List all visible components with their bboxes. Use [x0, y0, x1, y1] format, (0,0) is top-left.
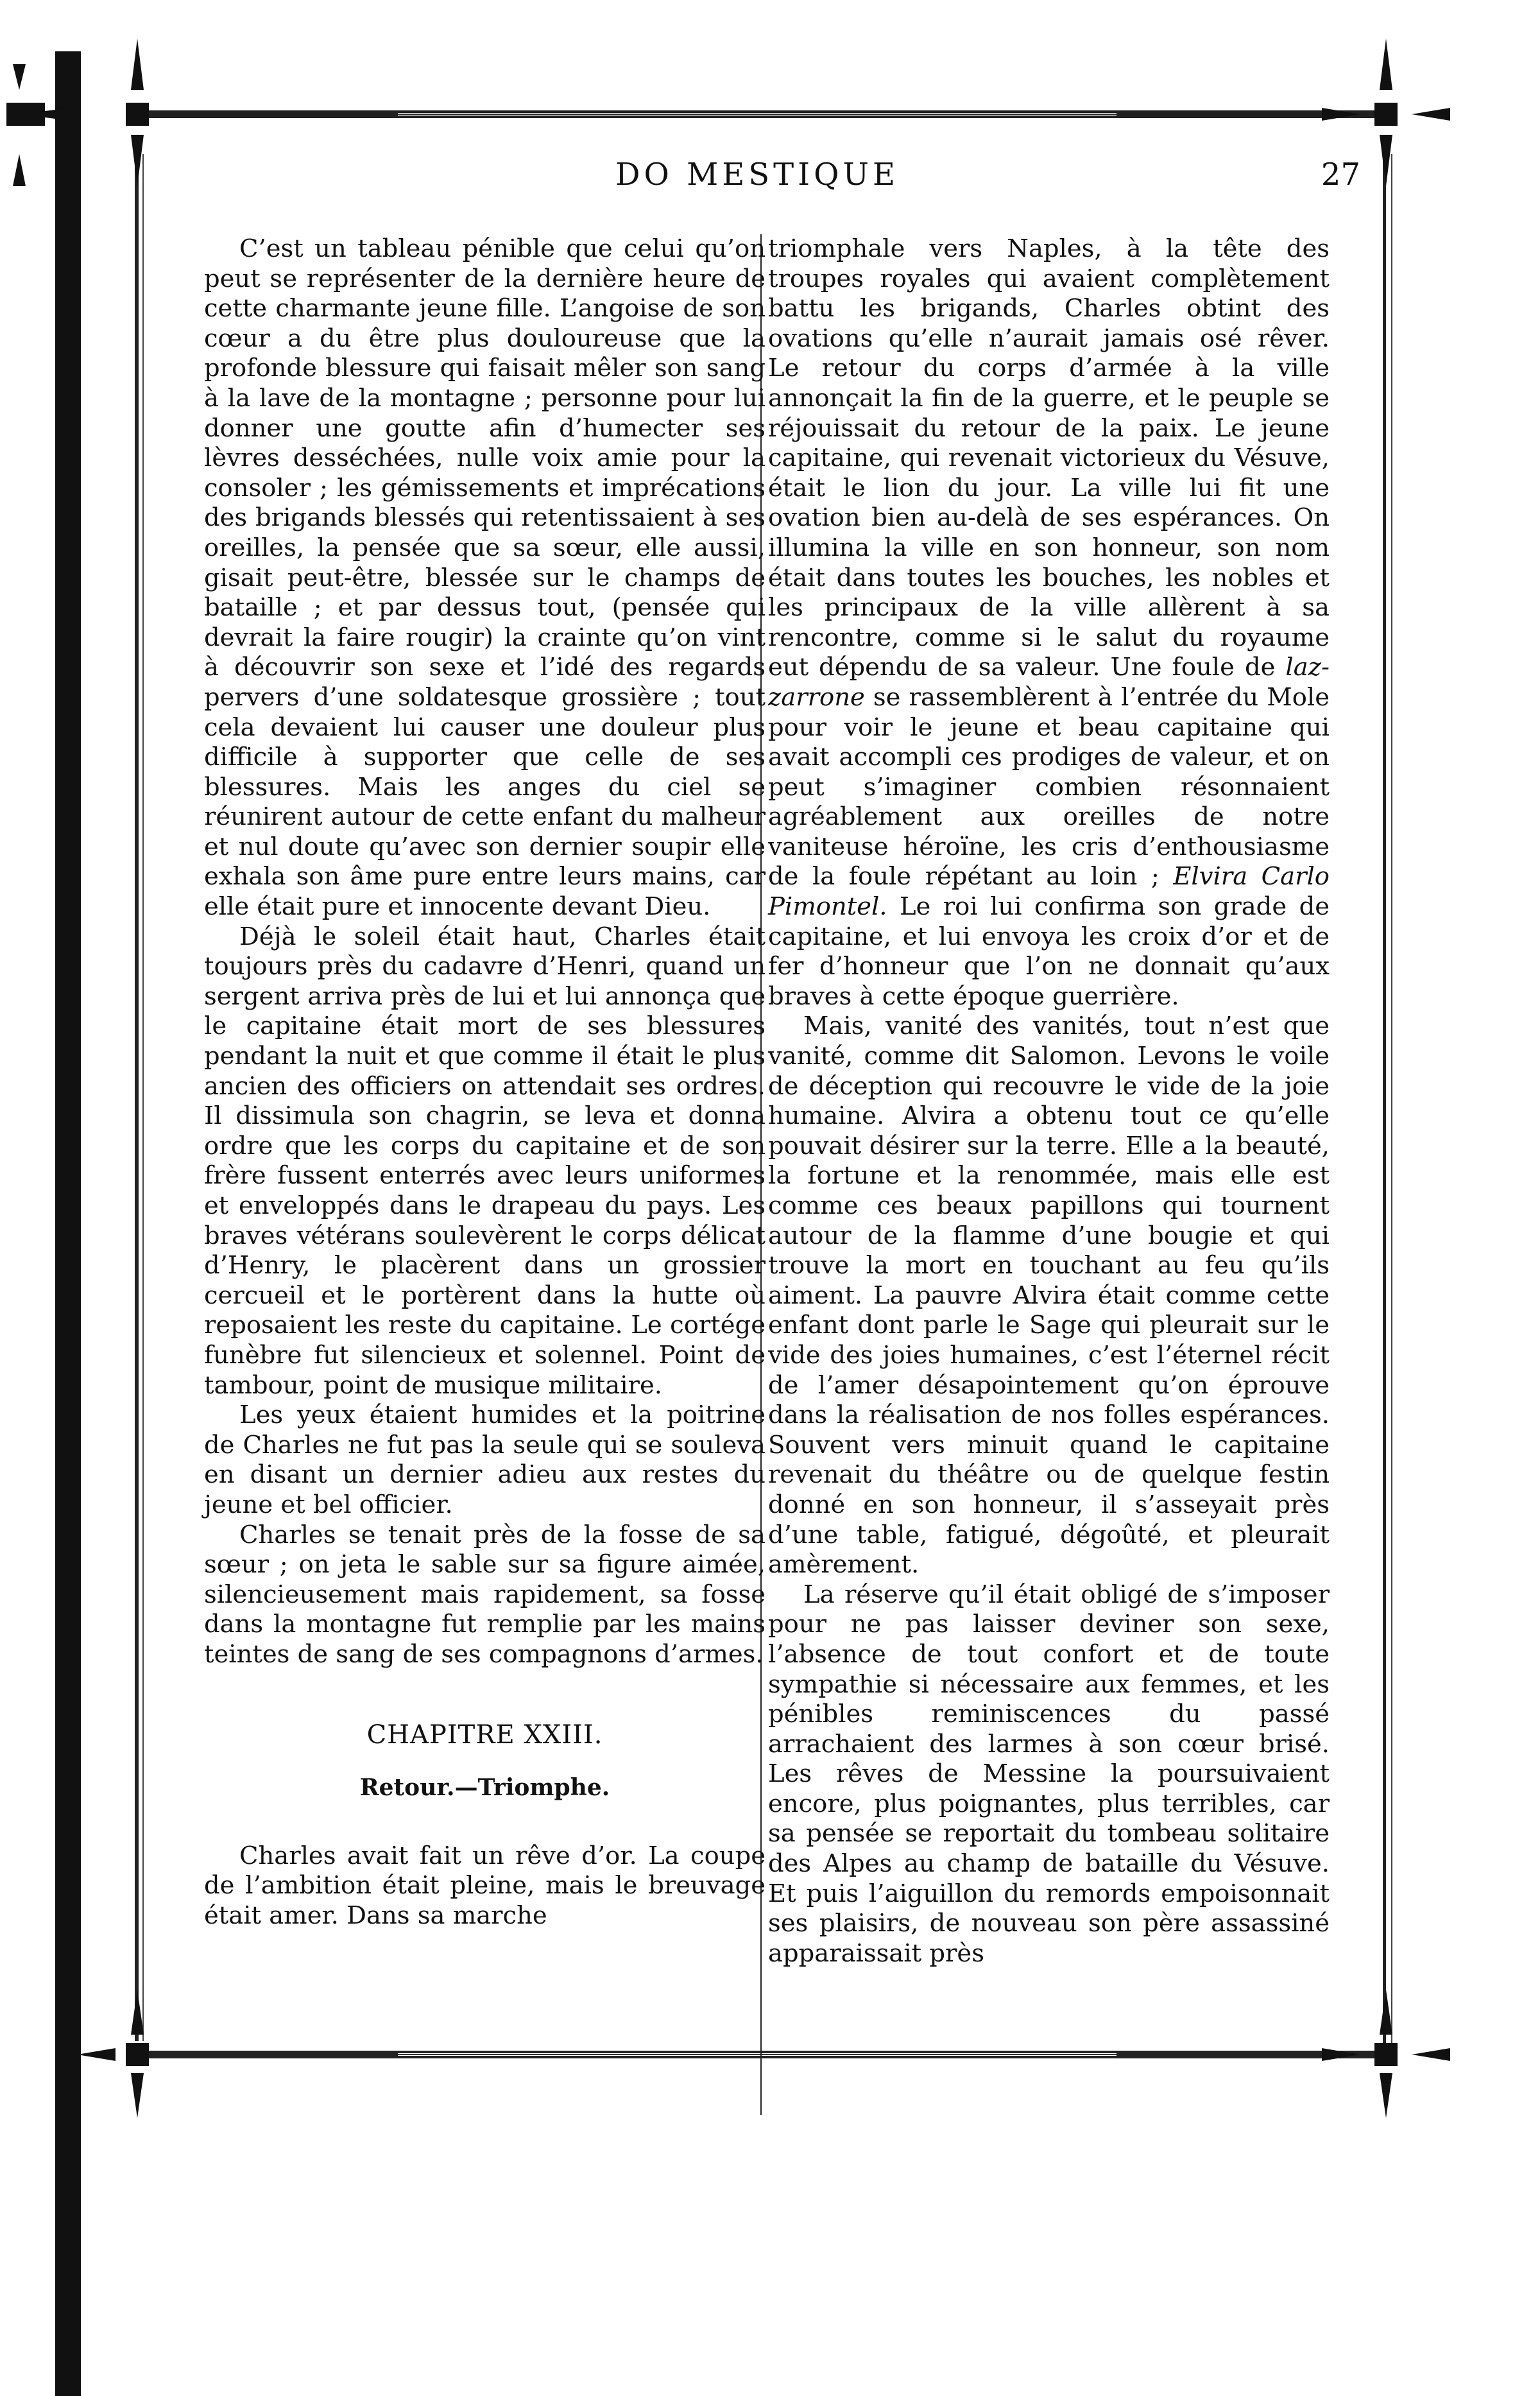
left-column [204, 234, 766, 1931]
paragraph: Mais, vanité des vanités, tout n’est que vanité, comme dit Salomon. Levons le voile de déception qui recouvre le vide de la joie humaine. Alvira a obtenu tout ce qu’elle pouvait désirer sur la terre. Elle a la beauté, la fortune et la renommée, mais elle est comme ces beaux papillons qui tournent autour de la flamme d’une bougie et qui trouve la mort en touchant au feu qu’ils aiment. La pauvre Alvira était comme cette enfant dont parle le Sage qui pleurait sur le vide des joies humaines, c’est l’éternel récit de l’amer désapointement qu’on éprouve dans la réalisation de nos folles espérances. Souvent vers minuit quand le capitaine revenait du théâtre ou de quelque festin donné en son honneur, il s’asseyait près d’une table, fatigué, dégoûté, et pleurait amèrement. [768, 1012, 1330, 1580]
left-hairline-rule [142, 154, 144, 2041]
right-hairline-rule [1391, 154, 1392, 2047]
italic-run: Elvira Carlo Pimontel. [768, 862, 1330, 922]
running-head: DO MESTIQUE [615, 157, 899, 193]
chapter-title: CHAPITRE XXIII. [366, 1719, 603, 1750]
paragraph: Déjà le soleil était haut, Charles était toujours près du cadavre d’Henri, quand un sergent arriva près de lui et lui annonça que le capitaine était mort de ses blessures pendant la nuit et que comme il était le plus ancien des officiers on attendait ses ordres. Il dissimula son chagrin, se leva et donna ordre que les corps du capitaine et de son frère fussent enterrés avec leurs uniformes et enveloppés dans le drapeau du pays. Les braves vétérans soulevèrent le corps délicat d’Henry, le placèrent dans un grossier cercueil et le portèrent dans la hutte où reposaient les reste du capitaine. Le cortége funèbre fut silencieux et solennel. Point de tambour, point de musique militaire. [204, 922, 766, 1400]
left-thick-rule [55, 51, 81, 2396]
page-header [154, 157, 1360, 208]
paragraph: Les yeux étaient humides et la poitrine de Charles ne fut pas la seule qui se souleva en disant un dernier adieu aux restes du jeune et bel officier. [204, 1401, 766, 1519]
text-run: se rassemblèrent à l’entrée du Mole pour voir le jeune et beau capitaine qui avait accompli ces prodiges de valeur, et on peut s’imaginer combien résonnaient agréablement aux oreilles de notre vaniteuse héroïne, les cris d’enthousiasme de la foule répétant au loin ; [768, 682, 1330, 892]
paragraph: La réserve qu’il était obligé de s’imposer pour ne pas laisser deviner son sexe, l’absence de tout confort et de toute sympathie si nécessaire aux femmes, et les pénibles reminiscences du passé arrachaient des larmes à son cœur brisé. Les rêves de Messine la poursuivaient encore, plus poignantes, plus terribles, car sa pensée se reportait du tombeau solitaire des Alpes au champ de bataille du Vésuve. Et puis l’aiguillon du remords empoisonnait ses plaisirs, de nouveau son père assassiné apparaissait près [768, 1580, 1330, 1968]
right-thin-rule [1383, 154, 1386, 2047]
paragraph: Charles avait fait un rêve d’or. La coupe de l’ambition était pleine, mais le breuvage était amer. Dans sa marche [204, 1841, 766, 1930]
right-column [768, 234, 1330, 1969]
italic-run: lazzarrone [768, 653, 1330, 712]
left-thin-rule [135, 154, 139, 2041]
corner-ornament-bottom-right [1322, 1990, 1450, 2118]
paragraph [768, 234, 1330, 1012]
page-number: 27 [1321, 157, 1360, 193]
text-run: Le roi lui confirma son grade de capitaine, et lui envoya les croix d’or et de fer d’honneur que l’on ne donnait qu’aux braves à cette époque guerrière. [768, 892, 1330, 1011]
text-run: triomphale vers Naples, à la tête des troupes royales qui avaient complètement battu les brigands, Charles obtint des ovations qu’elle n’aurait jamais osé rêver. Le retour du corps d’armée à la ville annonçait la fin de la guerre, et le peuple se réjouissait du retour de la paix. Le jeune capitaine, qui revenait victorieux du Vésuve, était le lion du jour. La ville lui fit une ovation bien au-delà de ses espérances. On illumina la ville en son honneur, son nom était dans toutes les bouches, les nobles et les principaux de la ville allèrent à sa rencontre, comme si le salut du royaume eut dépendu de sa valeur. Une foule de [768, 234, 1330, 682]
corner-ornament-bottom-left [77, 1990, 149, 2118]
paragraph: Charles se tenait près de la fosse de sa sœur ; on jeta le sable sur sa figure aimée, silencieusement mais rapidement, sa fosse dans la montagne fut remplie par les mains teintes de sang de ses compagnons d’armes. [204, 1520, 766, 1669]
chapter-subtitle: Retour.—Triomphe. [359, 1774, 610, 1802]
paragraph: C’est un tableau pénible que celui qu’on peut se représenter de la dernière heure de cette charmante jeune fille. L’angoise de son cœur a du être plus douloureuse que la profonde blessure qui faisait mêler son sang à la lave de la montagne ; personne pour lui donner une goutte afin d’humecter ses lèvres desséchées, nulle voix amie pour la consoler ; les gémissements et imprécations des brigands blessés qui retentissaient à ses oreilles, la pensée que sa sœur, elle aussi, gisait peut-être, blessée sur le champs de bataille ; et par dessus tout, (pensée qui devrait la faire rougir) la crainte qu’on vint à découvrir son sexe et l’idé des regards pervers d’une soldatesque grossière ; tout cela devaient lui causer une douleur plus difficile à supporter que celle de ses blessures. Mais les anges du ciel se réunirent autour de cette enfant du malheur et nul doute qu’avec son dernier soupir elle exhala son âme pure entre leurs mains, car elle était pure et innocente devant Dieu. [204, 234, 766, 922]
